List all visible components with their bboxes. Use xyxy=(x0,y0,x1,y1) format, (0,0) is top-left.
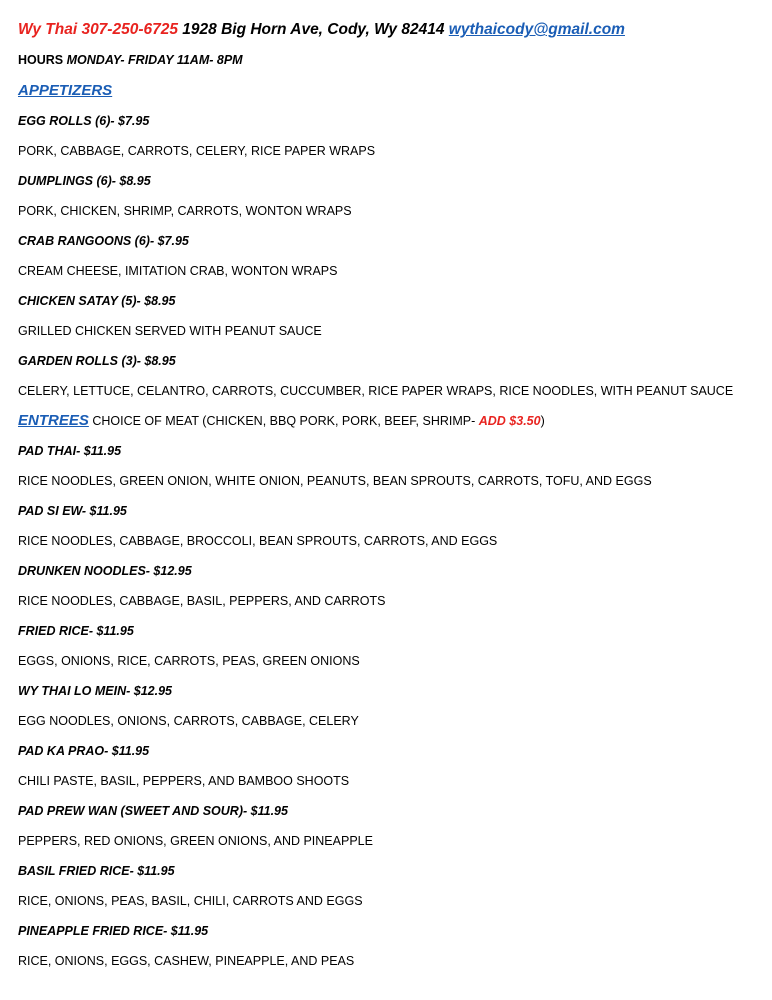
menu-item-desc: RICE NOODLES, CABBAGE, BASIL, PEPPERS, AND CARROTS xyxy=(18,594,386,608)
menu-item-desc: CHILI PASTE, BASIL, PEPPERS, AND BAMBOO SHOOTS xyxy=(18,774,350,788)
menu-item-name xyxy=(18,106,772,136)
item-title: PAD SI EW xyxy=(18,504,82,518)
menu-item-name xyxy=(18,346,772,376)
item-price: - $8.95 xyxy=(136,294,176,308)
menu-item-name xyxy=(18,496,772,526)
menu-item-desc: GRILLED CHICKEN SERVED WITH PEANUT SAUCE xyxy=(18,324,322,338)
entrees-add-price: ADD $3.50 xyxy=(478,414,541,428)
menu-item-name xyxy=(18,436,772,466)
item-title: FRIED RICE xyxy=(18,624,89,638)
menu-item-desc: PORK, CABBAGE, CARROTS, CELERY, RICE PAPER WRAPS xyxy=(18,144,376,158)
item-price: - $11.95 xyxy=(129,864,175,878)
item-title: BASIL FRIED RICE xyxy=(18,864,130,878)
item-price: - $11.95 xyxy=(104,744,150,758)
restaurant-name-phone: Wy Thai 307-250-6725 xyxy=(18,21,178,38)
item-price: - $7.95 xyxy=(149,234,189,248)
item-title: PAD THAI xyxy=(18,444,77,458)
menu-item-name xyxy=(18,616,772,646)
entrees-note-end: ) xyxy=(540,414,545,428)
item-price: - $11.95 xyxy=(163,924,209,938)
hours-line xyxy=(18,44,772,76)
menu-item-desc: RICE NOODLES, GREEN ONION, WHITE ONION, PEANUTS, BEAN SPROUTS, CARROTS, TOFU, AND EGGS xyxy=(18,474,652,488)
menu-item-name xyxy=(18,796,772,826)
item-price: - $11.95 xyxy=(81,504,127,518)
item-price: - $8.95 xyxy=(136,354,176,368)
menu-item-name xyxy=(18,736,772,766)
menu-item-name xyxy=(18,166,772,196)
item-title: PINEAPPLE FRIED RICE xyxy=(18,924,164,938)
appetizers-heading: APPETIZERS xyxy=(18,82,113,99)
item-title: DUMPLINGS (6) xyxy=(18,174,112,188)
item-price: - $11.95 xyxy=(76,444,122,458)
menu-item-desc: PORK, CHICKEN, SHRIMP, CARROTS, WONTON WRAPS xyxy=(18,204,352,218)
menu-item-desc: PEPPERS, RED ONIONS, GREEN ONIONS, AND PINEAPPLE xyxy=(18,834,373,848)
item-price: - $11.95 xyxy=(88,624,134,638)
email-link[interactable]: wythaicody@gmail.com xyxy=(448,21,625,38)
header-line xyxy=(18,16,772,44)
menu-item-desc: CELERY, LETTUCE, CELANTRO, CARROTS, CUCCUMBER, RICE PAPER WRAPS, RICE NOODLES, WITH PEANUT SAUCE xyxy=(18,384,734,398)
item-title: GARDEN ROLLS (3) xyxy=(18,354,137,368)
item-price: - $12.95 xyxy=(126,684,172,698)
entrees-heading: ENTREES xyxy=(18,412,89,429)
item-title: EGG ROLLS (6) xyxy=(18,114,111,128)
menu-item-name xyxy=(18,856,772,886)
menu-item-desc: RICE NOODLES, CABBAGE, BROCCOLI, BEAN SPROUTS, CARROTS, AND EGGS xyxy=(18,534,498,548)
item-title: CRAB RANGOONS (6) xyxy=(18,234,150,248)
item-title: DRUNKEN NOODLES xyxy=(18,564,146,578)
item-price: - $8.95 xyxy=(111,174,151,188)
item-price: - $11.95 xyxy=(243,804,288,818)
menu-item-name xyxy=(18,556,772,586)
menu-item-desc: EGG NOODLES, ONIONS, CARROTS, CABBAGE, CELERY xyxy=(18,714,359,728)
hours-days: MONDAY- FRIDAY 11AM- 8PM xyxy=(66,53,243,67)
item-title: CHICKEN SATAY (5) xyxy=(18,294,137,308)
menu-item-desc: RICE, ONIONS, PEAS, BASIL, CHILI, CARROTS AND EGGS xyxy=(18,894,363,908)
appetizers-heading-line xyxy=(18,76,772,106)
menu-item-name xyxy=(18,226,772,256)
entrees-list xyxy=(18,436,772,976)
menu-item-desc: CREAM CHEESE, IMITATION CRAB, WONTON WRAPS xyxy=(18,264,338,278)
hours-label: HOURS xyxy=(18,53,64,67)
menu-item-name xyxy=(18,676,772,706)
entrees-note: CHOICE OF MEAT (CHICKEN, BBQ PORK, PORK, BEEF, SHRIMP- xyxy=(88,414,479,428)
item-title: PAD KA PRAO xyxy=(18,744,105,758)
appetizers-list xyxy=(18,106,772,406)
entrees-heading-line xyxy=(18,406,772,436)
menu-item-name xyxy=(18,916,772,946)
item-price: - $7.95 xyxy=(110,114,150,128)
address: 1928 Big Horn Ave, Cody, Wy 82414 xyxy=(182,21,445,38)
item-title: PAD PREW WAN (SWEET AND SOUR) xyxy=(18,804,243,818)
menu-item-name xyxy=(18,286,772,316)
item-price: - $12.95 xyxy=(145,564,192,578)
menu-item-desc: EGGS, ONIONS, RICE, CARROTS, PEAS, GREEN ONIONS xyxy=(18,654,360,668)
item-title: WY THAI LO MEIN xyxy=(18,684,127,698)
menu-item-desc: RICE, ONIONS, EGGS, CASHEW, PINEAPPLE, AND PEAS xyxy=(18,954,355,968)
